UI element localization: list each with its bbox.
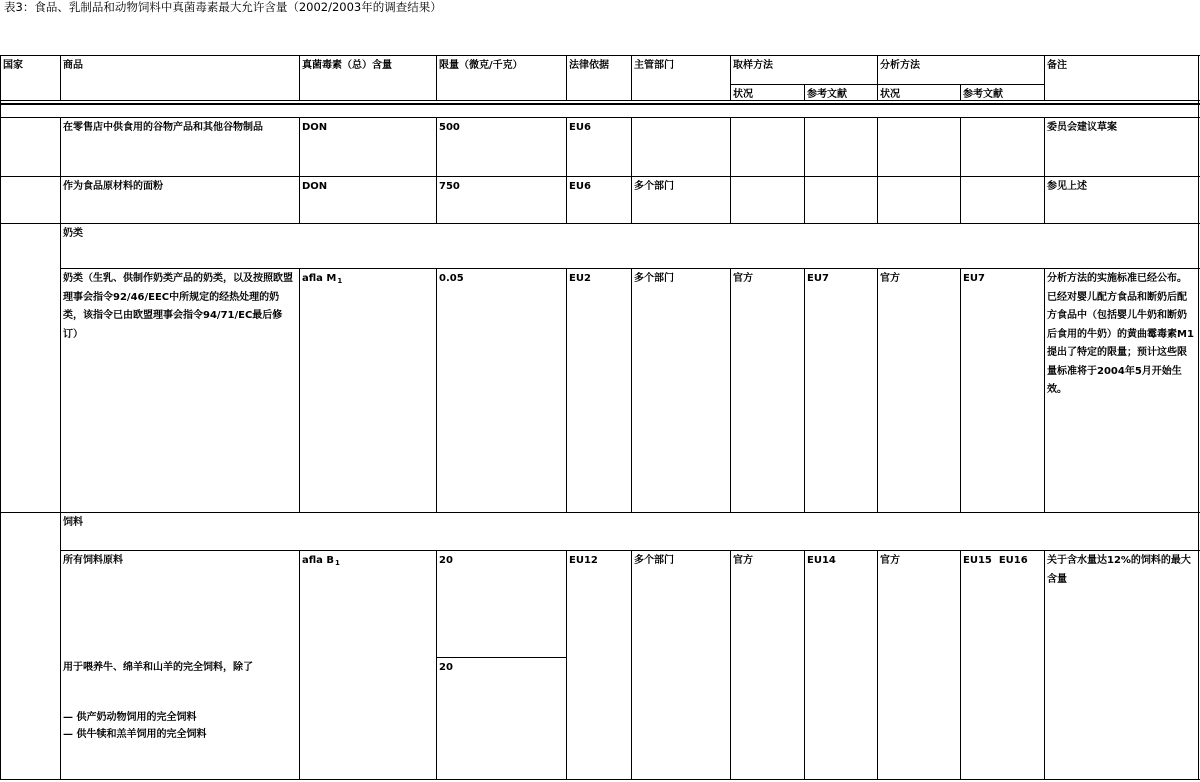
milk-commodity: 奶类（生乳、供制作奶类产品的奶类，以及按照欧盟理事会指令92/46/EEC中所规定的经热处理的奶类，该指令已由欧盟理事会指令94/71/EC最后修订） <box>63 273 293 340</box>
cereal-commodity: 在零售店中供食用的谷物产品和其他谷物制品 <box>63 122 263 133</box>
complete-feed-exception-dairy: — 供产奶动物饲用的完全饲料 <box>63 712 197 723</box>
header-legal-basis: 法律依据 <box>569 60 609 71</box>
header-analysis: 分析方法 <box>880 60 920 71</box>
header-limit: 限量（微克/千克） <box>439 60 523 71</box>
milk-remarks: 分析方法的实施标准已经公布。已经对婴儿配方食品和断奶后配方食品中（包括婴儿牛奶和断奶后食用的牛奶）的黄曲霉毒素M1提出了特定的限量；预计这些限量标准将于2004年5月开始生效。 <box>1047 273 1194 395</box>
section-milk: 奶类 <box>63 228 83 239</box>
feed-limit: 20 <box>439 555 453 566</box>
milk-analysis-reference: EU7 <box>963 273 985 284</box>
flour-remarks: 参见上述 <box>1047 181 1087 192</box>
flour-limit: 750 <box>439 181 460 192</box>
cereal-legal-basis: EU6 <box>569 122 591 133</box>
complete-feed-limit: 20 <box>439 662 453 673</box>
header-mycotoxin: 真菌毒素（总）含量 <box>302 60 392 71</box>
section-feed: 饲料 <box>63 517 83 528</box>
complete-feed-commodity: 用于喂养牛、绵羊和山羊的完全饲料，除了 <box>63 662 253 673</box>
feed-mycotoxin: afla $B_1$ <box>302 555 340 567</box>
header-commodity: 商品 <box>63 60 83 71</box>
feed-legal-basis: EU12 <box>569 555 598 566</box>
feed-authority: 多个部门 <box>634 555 674 566</box>
flour-commodity: 作为食品原材料的面粉 <box>63 181 163 192</box>
flour-mycotoxin: DON <box>302 181 328 192</box>
feed-sampling-status: 官方 <box>733 555 753 566</box>
feed-analysis-reference: EU15 EU16 <box>963 555 1028 566</box>
complete-feed-exception-calves: — 供牛犊和羔羊饲用的完全饲料 <box>63 729 207 740</box>
feed-commodity: 所有饲料原料 <box>63 555 123 566</box>
feed-remarks: 关于含水量达12%的饲料的最大含量 <box>1047 555 1191 585</box>
header-remarks: 备注 <box>1047 60 1067 71</box>
milk-authority: 多个部门 <box>634 273 674 284</box>
header-country: 国家 <box>3 60 23 71</box>
cereal-limit: 500 <box>439 122 460 133</box>
header-analysis-reference: 参考文献 <box>963 89 1003 100</box>
milk-sampling-status: 官方 <box>733 273 753 284</box>
flour-authority: 多个部门 <box>634 181 674 192</box>
cereal-mycotoxin: DON <box>302 122 328 133</box>
milk-limit: 0.05 <box>439 273 464 284</box>
milk-mycotoxin: afla $M_1$ <box>302 273 343 285</box>
header-analysis-status: 状况 <box>880 89 900 100</box>
header-sampling-status: 状况 <box>733 89 753 100</box>
cereal-remarks: 委员会建议草案 <box>1047 122 1117 133</box>
milk-sampling-reference: EU7 <box>807 273 829 284</box>
header-sampling: 取样方法 <box>733 60 773 71</box>
milk-legal-basis: EU2 <box>569 273 591 284</box>
feed-analysis-status: 官方 <box>880 555 900 566</box>
milk-analysis-status: 官方 <box>880 273 900 284</box>
table-caption: 表3：食品、乳制品和动物饲料中真菌毒素最大允许含量（2002/2003年的调查结果） <box>4 0 442 14</box>
header-authority: 主管部门 <box>634 60 674 71</box>
flour-legal-basis: EU6 <box>569 181 591 192</box>
header-sampling-reference: 参考文献 <box>807 89 847 100</box>
feed-sampling-reference: EU14 <box>807 555 836 566</box>
